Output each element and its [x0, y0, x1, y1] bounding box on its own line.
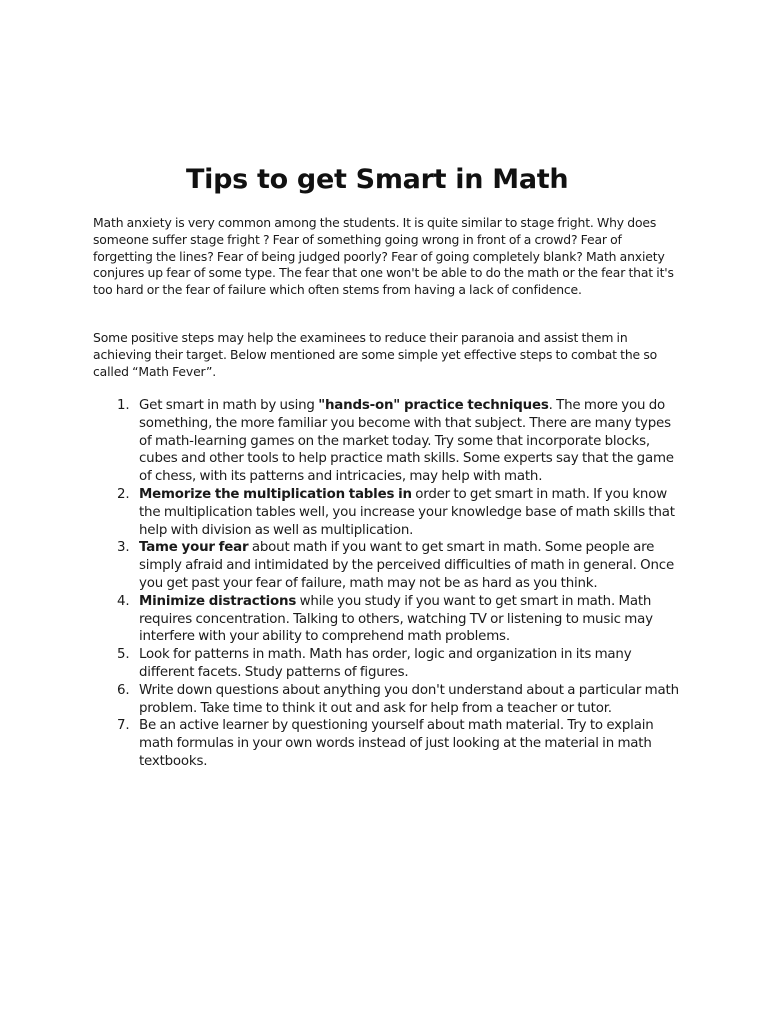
list-item-number: 3.: [117, 540, 130, 556]
list-item-number: 4.: [117, 593, 130, 609]
list-item: [93, 646, 683, 682]
list-item-number: 2.: [117, 486, 130, 502]
intro-paragraph: Math anxiety is very common among the students. It is quite similar to stage fright. Why does someone suffer stage fright ? Fear of something going wrong in front of a crowd? Fear of forgetting the lines? Fear of being judged poorly? Fear of going completely blank? Math anxiety conjures up fear of some type. The fear that one won't be able to do the math or the fear that it's too hard or the fear of failure which often stems from having a lack of confidence.: [93, 215, 674, 298]
list-item: [93, 486, 683, 539]
list-item-text: . The more you do something, the more familiar you become with that subject. There are many types of math-learning games on the market today. Try some that incorporate blocks, cubes and other tools to help practice math skills. Some experts say that the game of chess, with its patterns and intricacies, may help with math.: [139, 398, 674, 485]
list-item-text: while you study if you want to get smart in math. Math requires concentration. Talking to others, watching TV or listening to music may interfere with your ability to comprehend math problems.: [139, 593, 653, 645]
list-item-emphasis: Tame your fear: [139, 540, 249, 556]
list-item: [93, 682, 683, 718]
steps-intro-paragraph: Some positive steps may help the examinees to reduce their paranoia and assist them in achieving their target. Below mentioned are some simple yet effective steps to combat the so called “Math Fever”.: [93, 330, 658, 379]
page-title: Tips to get Smart in Math: [186, 164, 569, 195]
list-item-lead: Get smart in math by using: [139, 398, 319, 413]
list-item-number: 6.: [117, 682, 130, 698]
list-item-number: 5.: [117, 647, 130, 663]
list-item-number: 1.: [117, 398, 130, 413]
list-item-text: Be an active learner by questioning yourself about math material. Try to explain math formulas in your own words instead of just looking at the material in math textbooks.: [139, 718, 654, 769]
list-item: [93, 717, 683, 770]
list-item-text: about math if you want to get smart in math. Some people are simply afraid and intimidated by the perceived difficulties of math in general. Once you get past your fear of failure, math may not be as hard as you think.: [139, 540, 674, 591]
list-item-emphasis: Minimize distractions: [139, 593, 297, 609]
list-item: [93, 539, 683, 592]
list-item-emphasis: "hands-on" practice techniques: [318, 398, 549, 413]
list-item: [93, 593, 683, 646]
list-item-emphasis: Memorize the multiplication tables in: [139, 486, 412, 502]
list-item-number: 7.: [117, 718, 130, 734]
list-item-text: Write down questions about anything you don't understand about a particular math problem. Take time to think it out and ask for help from a teacher or tutor.: [139, 682, 679, 716]
list-item-text: order to get smart in math. If you know the multiplication tables well, you increase your knowledge base of math skills that help with division as well as multiplication.: [139, 486, 675, 538]
tips-list: [93, 397, 683, 771]
list-item-text: Look for patterns in math. Math has order, logic and organization in its many different facets. Study patterns of figures.: [139, 647, 632, 680]
list-item: [93, 397, 683, 486]
